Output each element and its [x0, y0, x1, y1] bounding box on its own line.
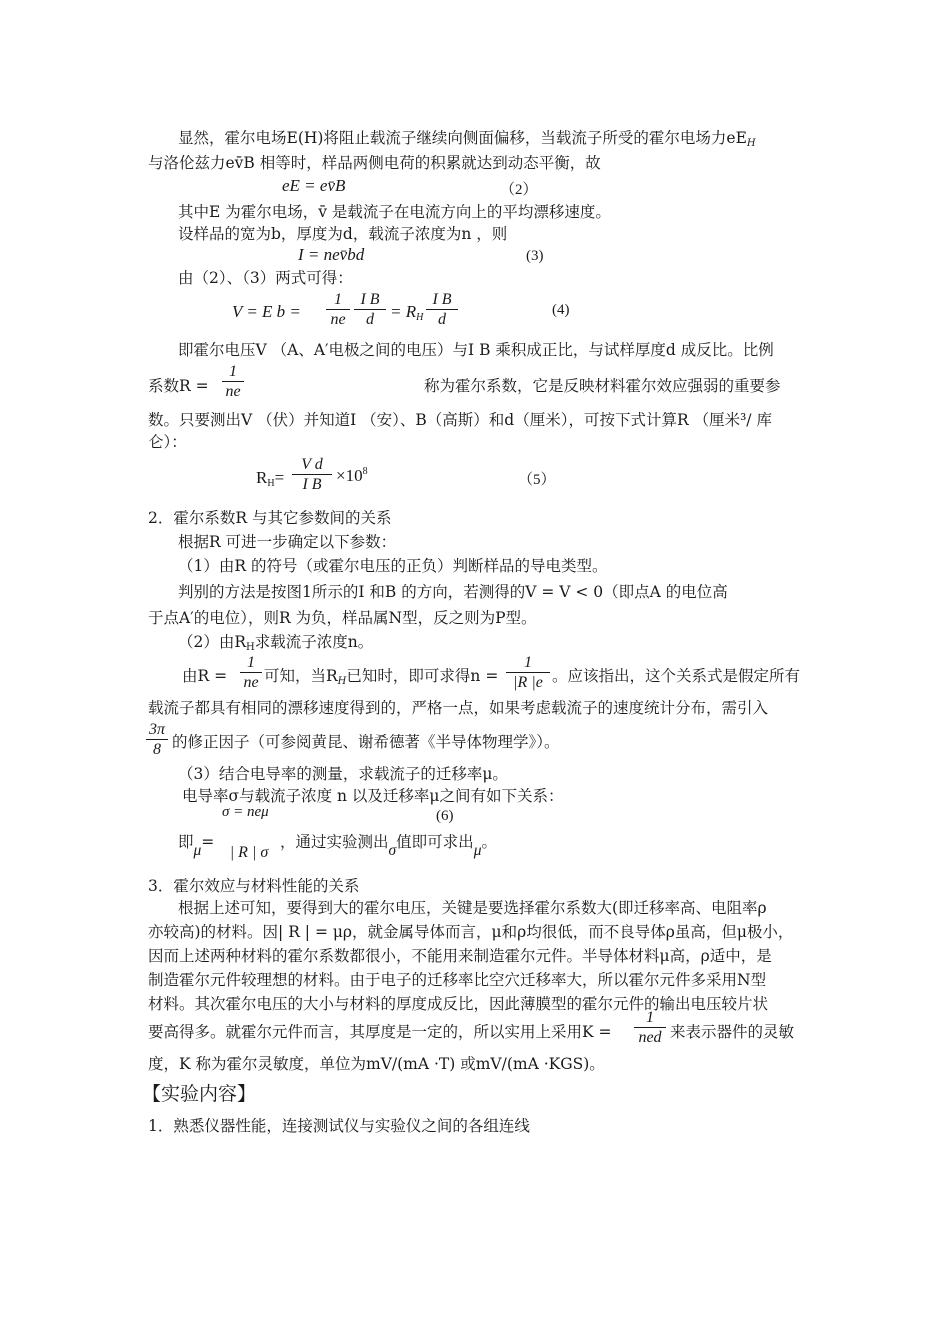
text: 显然，霍尔电场E(H)将阻止载流子继续向侧面偏移，当载流子所受的霍尔电场力eE: [178, 129, 747, 147]
equation-number: (3): [526, 248, 544, 264]
section-title: 2．霍尔系数R 与其它参数间的关系: [148, 509, 392, 527]
text: =: [201, 833, 215, 851]
paragraph-line: 显然，霍尔电场E(H)将阻止载流子继续向侧面偏移，当载流子所受的霍尔电场力$eE_H$: [178, 129, 756, 149]
denominator: |R |e: [513, 674, 543, 691]
paragraph-line: 其中E 为霍尔电场，v̄ 是载流子在电流方向上的平均漂移速度。: [178, 203, 611, 221]
equation-2: eE = ev̄B: [282, 176, 346, 195]
paragraph-line: （3）结合电导率的测量，求载流子的迁移率μ。: [178, 765, 508, 783]
text: μ: [473, 842, 482, 859]
paragraph-line: 数。只要测出V （伏）并知道I （安）、B（高斯）和d（厘米），可按下式计算R （厘米³/ 库: [148, 411, 772, 429]
numerator: I B: [354, 290, 386, 310]
paragraph-line: 材料。其次霍尔电压的大小与材料的厚度成反比，因此薄膜型的霍尔元件的输出电压较片状: [148, 995, 769, 1013]
equation-3: I = nev̄bd: [298, 245, 365, 264]
paragraph-line: 由（2）、（3）两式可得：: [178, 269, 353, 287]
paragraph-line: 。应该指出，这个关系式是假定所有: [552, 667, 801, 685]
fraction: [220, 824, 278, 862]
text: R: [256, 468, 268, 487]
text: σ: [388, 842, 397, 859]
numerator: 1: [240, 653, 262, 673]
paragraph-line: 仑）：: [148, 433, 187, 451]
paragraph-line: [280, 832, 497, 859]
numerator: I B: [426, 290, 458, 310]
text: ，通过实验测出: [280, 833, 389, 851]
denominator: d: [366, 311, 374, 328]
paragraph-line: 设样品的宽为b，厚度为d，载流子浓度为n ，则: [178, 225, 508, 243]
denominator: 8: [153, 741, 161, 758]
numerator: 3π: [146, 720, 168, 740]
fraction: [240, 653, 262, 692]
numerator: 1: [506, 653, 550, 673]
paragraph-line: 载流子都具有相同的漂移速度得到的，严格一点，如果考虑载流子的速度统计分布，需引入: [148, 699, 769, 717]
equation-6: σ = neμ: [222, 804, 269, 820]
equation-4-lhs: V = E b =: [232, 302, 301, 321]
paragraph-line: （1）由R 的符号（或霍尔电压的正负）判断样品的导电类型。: [178, 557, 608, 575]
numerator: 1: [326, 290, 350, 310]
paragraph-line: 要高得多。就霍尔元件而言，其厚度是一定的，所以实用上采用K =: [148, 1023, 612, 1041]
denominator: ne: [243, 674, 259, 691]
paragraph-line: 称为霍尔系数，它是反映材料霍尔效应强弱的重要参: [424, 377, 781, 395]
paragraph-line: 判别的方法是按图1所示的I 和B 的方向，若测得的V = V < 0（即点A 的电位高: [178, 583, 728, 601]
text: 即: [178, 833, 194, 851]
paragraph-line: 于点A′的电位），则R 为负，样品属N型，反之则为P型。: [148, 609, 537, 627]
exponent: 8: [362, 466, 368, 477]
denominator: | R | σ: [229, 844, 269, 861]
paragraph-line: 电导率σ与载流子浓度 n 以及迁移率μ之间有如下关系：: [182, 787, 564, 805]
denominator: ned: [638, 1029, 662, 1046]
text: = R: [390, 302, 417, 321]
text: =: [274, 468, 285, 487]
equation-5-factor: [336, 466, 368, 486]
text: （2）由R: [178, 633, 247, 651]
paragraph-line: 由R =: [182, 667, 228, 685]
paragraph-line: 根据上述可知，要得到大的霍尔电压，关键是要选择霍尔系数大(即迁移率高、电阻率ρ: [178, 899, 767, 917]
fraction: [506, 653, 550, 692]
denominator: ne: [330, 311, 346, 328]
section-title: 3．霍尔效应与材料性能的关系: [148, 877, 360, 895]
numerator: V d: [292, 455, 332, 475]
equation-4-mid: = $R_H$: [390, 302, 424, 323]
numerator: 1: [634, 1008, 666, 1028]
paragraph-line: 亦较高)的材料。因| R | = μρ，就金属导体而言，μ和ρ均很低，而不良导体ρ虽高，但μ极小，: [148, 923, 794, 941]
fraction: [634, 1008, 666, 1047]
text: 。: [481, 833, 497, 851]
denominator: d: [438, 311, 446, 328]
equation-5-lhs: [256, 468, 284, 489]
paragraph-line: 因而上述两种材料的霍尔系数都很小，不能用来制造霍尔元件。半导体材料μ高，ρ适中，是: [148, 947, 772, 965]
denominator: ne: [225, 383, 241, 400]
paragraph-line: 系数R =: [148, 377, 209, 395]
paragraph-line: 来表示器件的灵敏: [670, 1023, 795, 1041]
paragraph-line: 即霍尔电压V （A、A′电极之间的电压）与I B 乘积成正比，与试样厚度d 成反比。比例: [178, 341, 774, 359]
paragraph-line: [178, 832, 215, 859]
equation-number: （2）: [500, 182, 538, 198]
paragraph-line: 根据R 可进一步确定以下参数：: [178, 533, 397, 551]
fraction: [146, 720, 168, 759]
paragraph-line: 制造霍尔元件较理想的材料。由于电子的迁移率比空穴迁移率大，所以霍尔元件多采用N型: [148, 971, 767, 989]
equation-number: (6): [436, 808, 454, 824]
paragraph-line: 度，K 称为霍尔灵敏度，单位为mV/(mA ·T) 或mV/(mA ·KGS)。: [148, 1055, 605, 1073]
equation-number: (4): [552, 302, 570, 318]
text: ×10: [336, 466, 363, 485]
fraction: [222, 362, 244, 401]
fraction: [354, 290, 386, 329]
fraction: [292, 455, 332, 494]
subscript: H: [267, 478, 275, 489]
numerator: 1: [222, 362, 244, 382]
paragraph-line: 可知，当$R_H$已知时，即可求得n =: [264, 667, 499, 687]
denominator: I B: [302, 476, 322, 493]
paragraph-line: 与洛伦兹力ev̄B 相等时，样品两侧电荷的积累就达到动态平衡，故: [148, 154, 601, 172]
text: 已知时，即可求得n =: [346, 667, 499, 685]
paragraph-line: 的修正因子（可参阅黄昆、谢希德著《半导体物理学》）。: [172, 733, 560, 751]
text: 求载流子浓度n。: [254, 633, 374, 651]
text: μ: [193, 842, 202, 859]
fraction: [326, 290, 350, 329]
paragraph-line: 1．熟悉仪器性能，连接测试仪与实验仪之间的各组连线: [148, 1117, 530, 1135]
experiment-heading: 【实验内容】: [142, 1083, 257, 1105]
equation-number: （5）: [518, 472, 556, 488]
text: 值即可求出: [396, 833, 474, 851]
paragraph-line: （2）由$R_H$求载流子浓度n。: [178, 633, 374, 653]
text: 可知，当R: [264, 667, 338, 685]
fraction: [426, 290, 458, 329]
